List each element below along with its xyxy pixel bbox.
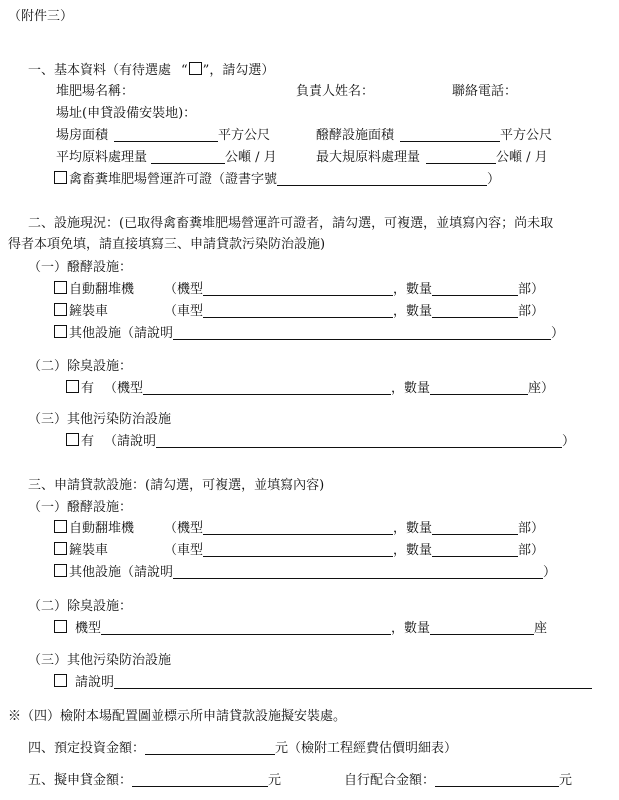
loan-loader-checkbox[interactable] [54, 542, 67, 555]
current-other-pollution-checkbox[interactable] [66, 433, 79, 446]
section-current-heading: 二、設施現況：(已取得禽畜糞堆肥場營運許可證者，請勾選，可複選，並填寫內容；尚未取 [28, 216, 554, 231]
current-other-pollution-field[interactable] [156, 433, 562, 448]
avg-material-row: 平均原料處理量 公噸 / 月 [56, 150, 277, 165]
current-deodor-title: （二）除臭設施： [28, 359, 133, 374]
current-ferment-title: （一）醱酵設施： [28, 260, 133, 275]
loan-turner-qty-field[interactable] [432, 520, 518, 535]
current-other-row: 其他設施（請說明 ） [54, 325, 564, 343]
farm-name-label: 堆肥場名稱： [56, 84, 135, 99]
loan-amount-row: 五、擬申貸金額： 元 [28, 773, 282, 788]
current-deodor-model-field[interactable] [143, 380, 391, 395]
current-turner-model-field[interactable] [203, 281, 393, 296]
loan-other-pollution-row: 請說明 [54, 674, 592, 692]
current-deodor-row: 有 （機型 ，數量 座） [66, 380, 554, 398]
loan-loader-model-field[interactable] [203, 542, 393, 557]
max-material-field[interactable] [426, 149, 496, 164]
loan-other-pollution-checkbox[interactable] [54, 674, 67, 687]
attachment-label: （附件三） [8, 9, 74, 24]
owner-name-label: 負責人姓名： [296, 84, 375, 99]
ferment-area-row: 醱酵設施面積 平方公尺 [316, 128, 553, 143]
loan-loader-qty-field[interactable] [432, 542, 518, 557]
current-loader-checkbox[interactable] [54, 303, 67, 316]
loan-deodor-row: 機型 ，數量 座 [54, 620, 547, 638]
permit-row: 禽畜糞堆肥場營運許可證（證書字號 ） [54, 171, 500, 189]
layout-note: ※（四）檢附本場配置圖並標示所申請貸款設施擬安裝處。 [8, 709, 347, 724]
plant-area-row: 場房面積 平方公尺 [56, 128, 271, 143]
self-fund-row: 自行配合金額： 元 [344, 773, 573, 788]
phone-label: 聯絡電話： [452, 84, 518, 99]
current-loader-model-field[interactable] [203, 303, 393, 318]
checkbox-symbol [189, 62, 202, 75]
planned-investment-row: 四、預定投資金額： 元（檢附工程經費估價明細表） [28, 741, 458, 756]
planned-investment-field[interactable] [145, 740, 275, 755]
current-turner-qty-field[interactable] [432, 281, 518, 296]
loan-deodor-qty-field[interactable] [430, 620, 534, 635]
current-other-checkbox[interactable] [54, 325, 67, 338]
loan-turner-model-field[interactable] [203, 520, 393, 535]
loan-amount-field[interactable] [132, 772, 268, 787]
current-loader-qty-field[interactable] [432, 303, 518, 318]
section-loan-heading: 三、申請貸款設施：(請勾選，可複選，並填寫內容) [28, 478, 325, 493]
loan-deodor-title: （二）除臭設施： [28, 599, 133, 614]
max-material-row: 最大規原料處理量 公噸 / 月 [316, 150, 548, 165]
avg-material-field[interactable] [151, 149, 225, 164]
self-fund-field[interactable] [435, 772, 559, 787]
current-other-field[interactable] [173, 325, 551, 340]
permit-checkbox[interactable] [54, 171, 67, 184]
loan-turner-checkbox[interactable] [54, 520, 67, 533]
loan-other-pollution-title: （三）其他污染防治設施 [28, 653, 172, 668]
current-deodor-checkbox[interactable] [66, 380, 79, 393]
ferment-area-field[interactable] [400, 127, 500, 142]
current-turner-checkbox[interactable] [54, 281, 67, 294]
loan-loader-row: 鏟裝車 （車型 ，數量 部） [54, 542, 544, 560]
current-turner-row: 自動翻堆機 （機型 ，數量 部） [54, 281, 544, 299]
current-deodor-qty-field[interactable] [430, 380, 528, 395]
current-other-pollution-row: 有 （請說明 ） [66, 433, 575, 451]
loan-other-pollution-field[interactable] [114, 674, 592, 689]
loan-other-field[interactable] [173, 564, 543, 579]
section-current-heading-cont: 得者本項免填，請直接填寫三、申請貸款污染防治設施) [8, 237, 326, 252]
current-other-pollution-title: （三）其他污染防治設施 [28, 412, 172, 427]
address-label: 場址(申貸設備安裝地)： [56, 106, 197, 121]
section-basic-heading: 一、基本資料（有待選處 “ ”，請勾選） [28, 63, 275, 78]
loan-ferment-title: （一）醱酵設施： [28, 500, 133, 515]
current-loader-row: 鏟裝車 （車型 ，數量 部） [54, 303, 544, 321]
loan-deodor-model-field[interactable] [101, 620, 391, 635]
plant-area-field[interactable] [114, 127, 218, 142]
loan-turner-row: 自動翻堆機 （機型 ，數量 部） [54, 520, 544, 538]
loan-other-checkbox[interactable] [54, 564, 67, 577]
permit-number-field[interactable] [277, 171, 487, 186]
loan-deodor-checkbox[interactable] [54, 620, 67, 633]
loan-other-row: 其他設施（請說明 ） [54, 564, 556, 582]
